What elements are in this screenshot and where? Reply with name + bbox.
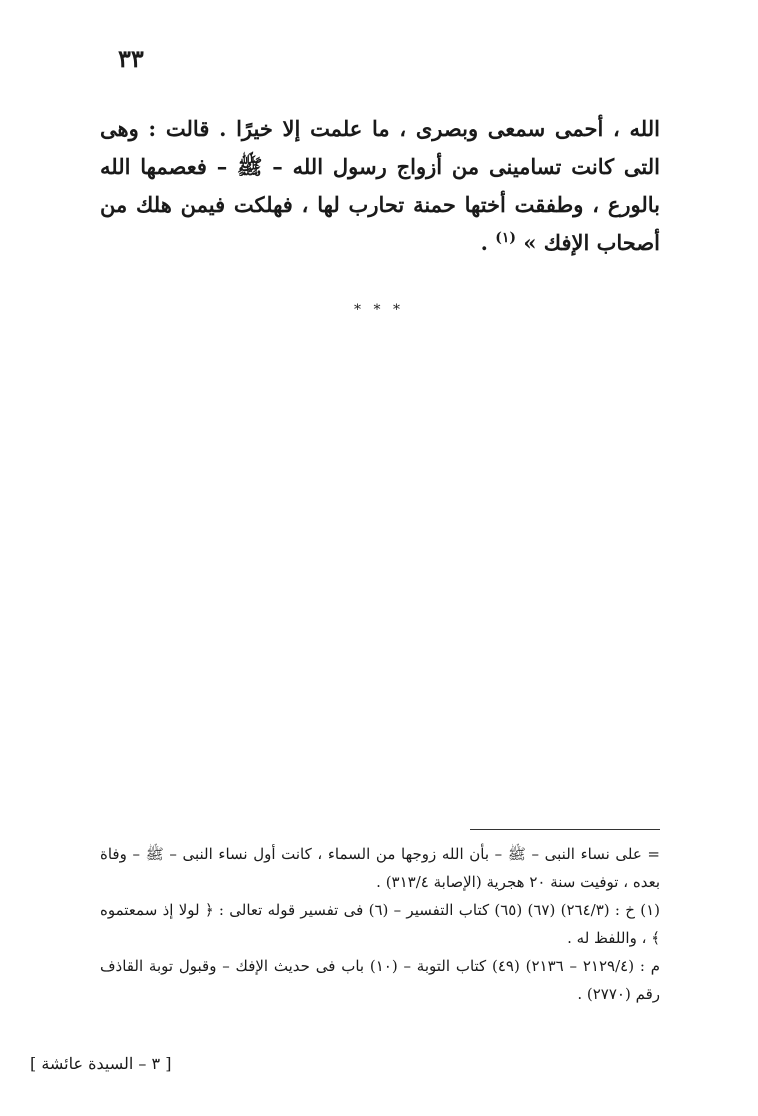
section-separator: * * * (354, 302, 404, 318)
footnote-continuation: = على نساء النبى – ﷺ – بأن الله زوجها من السماء ، كانت أول نساء النبى – ﷺ – وفاة بعده ، توفيت سنة ٢٠ هجرية (الإصابة ٣١٣/٤) . (100, 845, 660, 891)
footnote-1: (١) خ : (٢٦٤/٣) (٦٧) (٦٥) كتاب التفسير – (٦) فى تفسير قوله تعالى : ﴿ لولا إذ سمعتموه ﴾ ، واللفظ له . (100, 901, 660, 947)
body-paragraph (100, 110, 660, 262)
page-number: ٣٣ (118, 44, 144, 73)
footnote-marker: (١) (495, 230, 516, 246)
footnote-rule (470, 829, 660, 830)
footnotes (100, 840, 660, 1008)
footnote-1-continued: م : (٢١٢٩/٤ – ٢١٣٦) (٤٩) كتاب التوبة – (١٠) باب فى حديث الإفك – وقبول توبة القاذف رقم (٢٧٧٠) . (100, 957, 660, 1003)
body-paragraph-text: الله ، أحمى سمعى وبصرى ، ما علمت إلا خيرًا . قالت : وهى التى كانت تسامينى من أزواج رسول الله – ﷺ – فعصمها الله بالورع ، وطفقت أختها حمنة تحارب لها ، فهلكت فيمن هلك من أصحاب الإفك » (100, 116, 660, 255)
page-footer: [ ٣ – السيدة عائشة ] (30, 1054, 172, 1073)
body-text (100, 110, 660, 262)
body-paragraph-end: . (480, 230, 496, 255)
